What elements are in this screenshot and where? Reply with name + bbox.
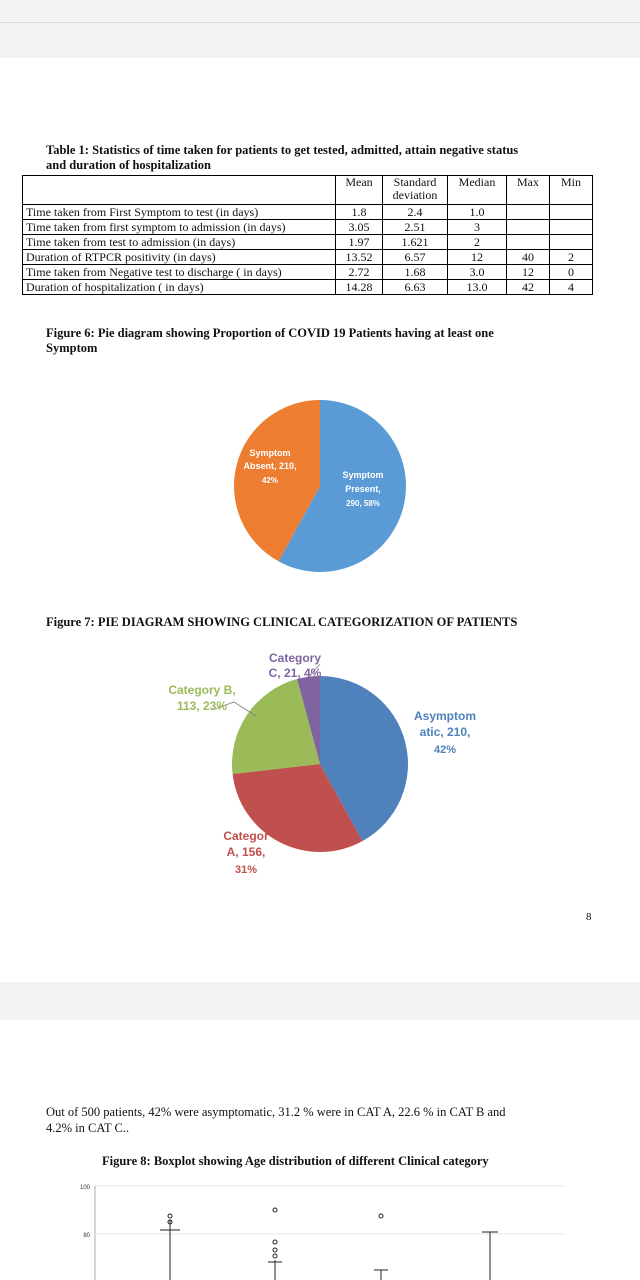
cell-min: 0 xyxy=(550,265,593,280)
table-row xyxy=(23,235,593,250)
cell-min: 2 xyxy=(550,250,593,265)
table1-caption xyxy=(46,143,518,173)
cell-min: 4 xyxy=(550,280,593,295)
table-row xyxy=(23,265,593,280)
figure6-pie-chart xyxy=(230,396,410,576)
pie7-label-asym-3: 42% xyxy=(433,744,457,756)
boxplot-outlier xyxy=(273,1248,277,1252)
table-row xyxy=(23,280,593,295)
boxplot-outlier xyxy=(273,1208,277,1212)
header-blank xyxy=(23,176,336,205)
figure7-caption: Figure 7: PIE DIAGRAM SHOWING CLINICAL CATEGORIZATION OF PATIENTS xyxy=(46,615,518,629)
cell-sd: 2.51 xyxy=(383,220,448,235)
header-mean: Mean xyxy=(336,176,383,205)
cell-sd: 6.57 xyxy=(383,250,448,265)
cell-mean: 2.72 xyxy=(336,265,383,280)
cell-median: 3 xyxy=(448,220,507,235)
cell-median: 2 xyxy=(448,235,507,250)
header-sd xyxy=(383,176,448,205)
cell-mean: 1.97 xyxy=(336,235,383,250)
pie7-label-asym-2: atic, 210, xyxy=(419,725,471,739)
figure6-caption-line2: Symptom xyxy=(46,341,98,355)
cell-sd: 6.63 xyxy=(383,280,448,295)
header-sd-line1: Standard xyxy=(393,175,437,189)
pie7-label-asym-1: Asymptom xyxy=(413,709,477,723)
pie7-label-cat-a-2: A, 156, xyxy=(226,845,266,859)
boxplot-ytick-80: 80 xyxy=(83,1233,90,1239)
cell-max: 12 xyxy=(507,265,550,280)
cell-max: 42 xyxy=(507,280,550,295)
boxplot-outlier xyxy=(273,1240,277,1244)
cell-sd: 2.4 xyxy=(383,205,448,220)
row-label: Time taken from test to admission (in days) xyxy=(23,235,336,250)
pie6-label-absent-2: Absent, 210, xyxy=(243,461,297,471)
row-label: Duration of hospitalization ( in days) xyxy=(23,280,336,295)
cell-median: 1.0 xyxy=(448,205,507,220)
cell-mean: 1.8 xyxy=(336,205,383,220)
cell-max xyxy=(507,235,550,250)
pie7-label-cat-b-2: 113, 23% xyxy=(176,699,228,713)
cell-max: 40 xyxy=(507,250,550,265)
table-row xyxy=(23,220,593,235)
cell-median: 13.0 xyxy=(448,280,507,295)
row-label: Time taken from First Symptom to test (in days) xyxy=(23,205,336,220)
summary-line1: Out of 500 patients, 42% were asymptomatic, 31.2 % were in CAT A, 22.6 % in CAT B and xyxy=(46,1105,506,1119)
document-page-9 xyxy=(0,1020,640,1280)
figure7-pie-chart xyxy=(160,644,500,884)
table1-caption-line2: and duration of hospitalization xyxy=(46,158,211,172)
table1-caption-line1: Table 1: Statistics of time taken for patients to get tested, admitted, attain negative status xyxy=(46,143,519,157)
cell-min xyxy=(550,205,593,220)
pie6-label-present-1: Symptom xyxy=(342,470,384,480)
figure8-caption: Figure 8: Boxplot showing Age distribution of different Clinical category xyxy=(102,1154,489,1168)
cell-mean: 14.28 xyxy=(336,280,383,295)
figure6-caption-line1: Figure 6: Pie diagram showing Proportion of COVID 19 Patients having at least one xyxy=(46,326,494,340)
summary-line2: 4.2% in CAT C.. xyxy=(46,1121,130,1135)
header-sd-line2: deviation xyxy=(392,188,438,202)
boxplot-outlier xyxy=(273,1254,277,1258)
row-label: Time taken from first symptom to admission (in days) xyxy=(23,220,336,235)
cell-median: 3.0 xyxy=(448,265,507,280)
table-row xyxy=(23,205,593,220)
pie6-label-absent-1: Symptom xyxy=(249,448,291,458)
boxplot-outlier xyxy=(168,1214,172,1218)
cell-max xyxy=(507,205,550,220)
cell-mean: 3.05 xyxy=(336,220,383,235)
cell-min xyxy=(550,235,593,250)
boxplot-outlier xyxy=(379,1214,383,1218)
pie7-label-cat-c-1: Category xyxy=(268,651,322,665)
row-label: Duration of RTPCR positivity (in days) xyxy=(23,250,336,265)
cell-sd: 1.68 xyxy=(383,265,448,280)
header-max: Max xyxy=(507,176,550,205)
summary-paragraph xyxy=(46,1104,596,1136)
document-page-8 xyxy=(0,58,640,982)
pie7-label-cat-a-3: 31% xyxy=(234,864,258,876)
pie7-label-cat-b-1: Category B, xyxy=(168,683,236,697)
pie6-label-present-2: Present, xyxy=(345,484,381,494)
pie6-label-present-3: 290, 58% xyxy=(346,499,380,508)
statistics-table xyxy=(22,175,593,295)
cell-sd: 1.621 xyxy=(383,235,448,250)
cell-min xyxy=(550,220,593,235)
row-label: Time taken from Negative test to discharge ( in days) xyxy=(23,265,336,280)
header-min: Min xyxy=(550,176,593,205)
cell-max xyxy=(507,220,550,235)
boxplot-ytick-100: 100 xyxy=(79,1185,90,1191)
pie6-label-absent-3: 42% xyxy=(261,476,279,485)
cell-mean: 13.52 xyxy=(336,250,383,265)
table-header-row xyxy=(23,176,593,205)
pie7-label-cat-c-2: C, 21, 4% xyxy=(268,666,322,680)
header-median: Median xyxy=(448,176,507,205)
viewer-divider xyxy=(0,22,640,23)
page-number: 8 xyxy=(586,911,592,923)
figure8-boxplot-chart xyxy=(0,1170,640,1280)
cell-median: 12 xyxy=(448,250,507,265)
pie7-label-cat-a-1: Categor xyxy=(223,829,269,843)
table-row xyxy=(23,250,593,265)
figure6-caption xyxy=(46,326,494,356)
